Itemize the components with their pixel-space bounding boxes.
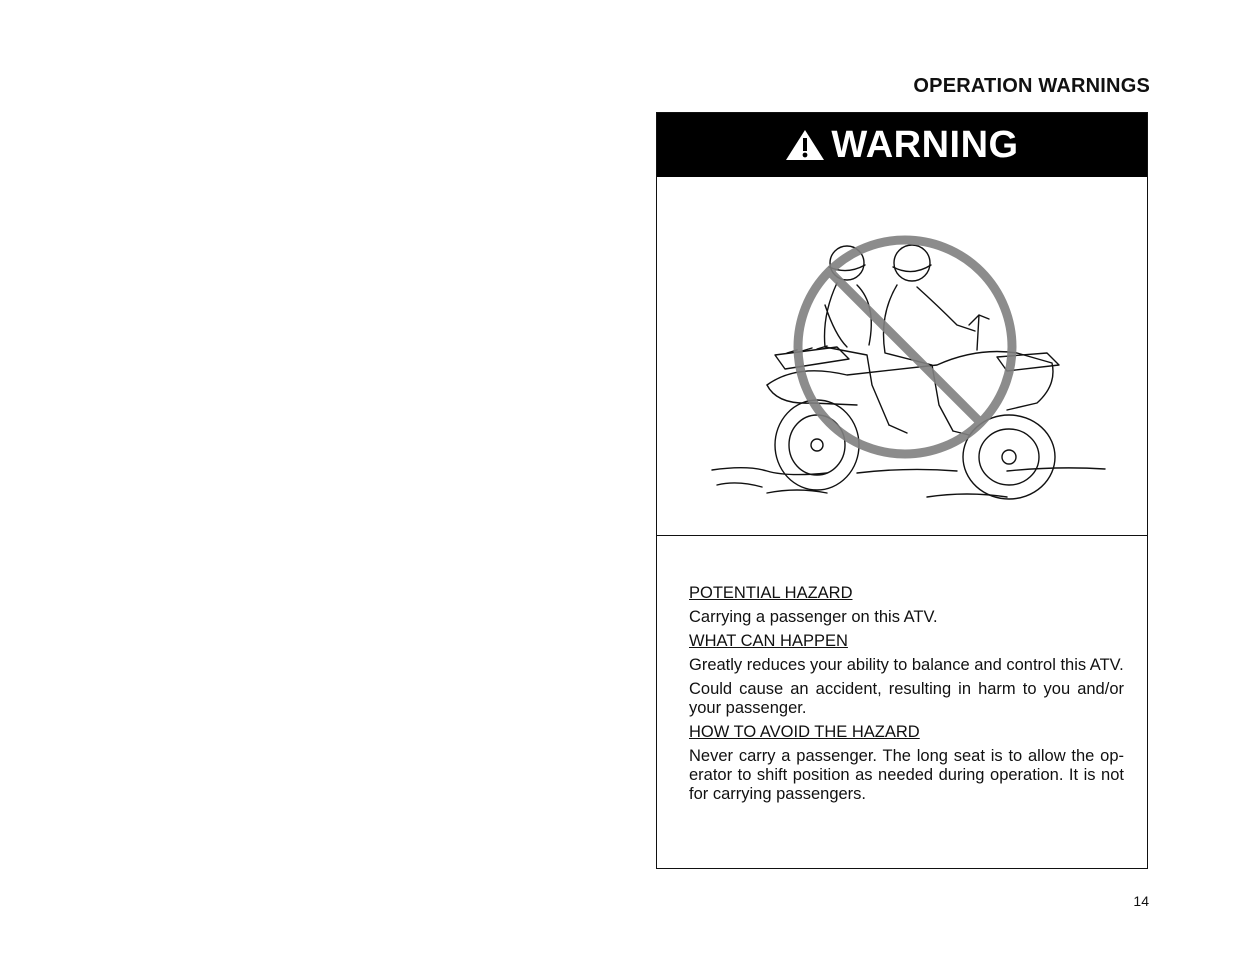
warning-header <box>657 113 1147 177</box>
warning-box <box>656 112 1148 869</box>
illustration-panel <box>657 177 1147 536</box>
what-can-happen-text-1: Greatly reduces your ability to balance and control this ATV. <box>689 656 1124 674</box>
potential-hazard-heading: POTENTIAL HAZARD <box>689 584 853 602</box>
what-can-happen-text-2: Could cause an accident, resulting in harm to you and/or your passenger. <box>689 680 1124 717</box>
section-title: OPERATION WARNINGS <box>913 75 1150 97</box>
how-to-avoid-text: Never carry a passenger. The long seat is to allow the operator to shift position as needed during operation. It is not for carrying passengers. <box>689 747 1124 803</box>
what-can-happen-heading: WHAT CAN HAPPEN <box>689 632 848 650</box>
how-to-avoid-heading: HOW TO AVOID THE HAZARD <box>689 723 920 741</box>
page-number: 14 <box>1133 893 1149 909</box>
prohibited-passenger-icon <box>707 235 1127 515</box>
warning-text <box>657 536 1147 804</box>
warning-label: WARNING <box>831 123 1019 166</box>
warning-triangle-icon <box>785 129 825 161</box>
potential-hazard-text: Carrying a passenger on this ATV. <box>689 608 938 626</box>
